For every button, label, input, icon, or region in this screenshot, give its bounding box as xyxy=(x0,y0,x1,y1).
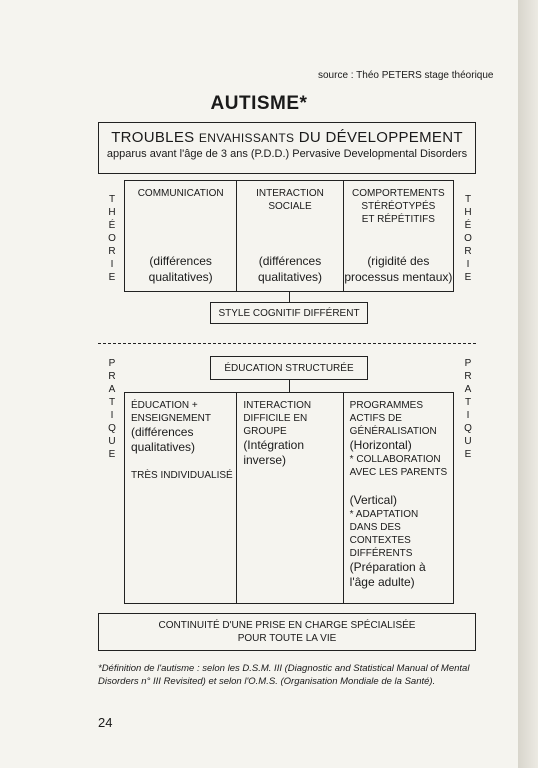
header-box xyxy=(98,122,476,174)
page-title: AUTISME* xyxy=(210,93,308,114)
practice-cell-education: ÉDUCATION + ENSEIGNEMENT (différences qualitatives) TRÈS INDIVIDUALISÉ xyxy=(125,393,237,603)
source-line: source : Théo PETERS stage théorique xyxy=(318,70,494,81)
page-edge xyxy=(518,0,538,768)
continuity-line-1: CONTINUITÉ D'UNE PRISE EN CHARGE SPÉCIALISÉE xyxy=(158,620,416,631)
theory-cell-comportements: COMPORTEMENTS STÉRÉOTYPÉS ET RÉPÉTITIFS (rigidité des processus mentaux) xyxy=(344,188,453,284)
theory-cell-communication: COMMUNICATION (différences qualitatives) xyxy=(125,181,237,291)
header-subtitle: apparus avant l'âge de 3 ans (P.D.D.) Pervasive Developmental Disorders xyxy=(106,148,468,160)
page-number: 24 xyxy=(98,715,113,730)
header-word-1: TROUBLES xyxy=(111,129,195,146)
section-divider xyxy=(98,343,476,344)
theorie-label-left: T H É O R I E xyxy=(108,194,116,283)
connector-line xyxy=(289,292,290,302)
continuity-box xyxy=(98,613,476,651)
pratique-label-right: P R A T I Q U E xyxy=(464,358,472,460)
practice-grid xyxy=(124,392,454,604)
header-word-4: DÉVELOPPEMENT xyxy=(325,129,463,146)
continuity-line-2: POUR TOUTE LA VIE xyxy=(237,633,337,644)
pratique-label-left: P R A T I Q U E xyxy=(108,358,116,460)
practice-cell-interaction: INTERACTION DIFFICILE EN GROUPE (Intégration inverse) xyxy=(237,393,343,603)
education-structuree-box: ÉDUCATION STRUCTURÉE xyxy=(210,356,368,380)
style-cognitif-box: STYLE COGNITIF DIFFÉRENT xyxy=(210,302,368,324)
header-word-2: ENVAHISSANTS xyxy=(198,131,295,145)
footnote: *Définition de l'autisme : selon les D.S.M. III (Diagnostic and Statistical Manual of Mental Disorders n° III Revisited) et selon l'O.M.S. (Organisation Mondiale de la Santé). xyxy=(98,663,470,687)
header-word-3: DU xyxy=(298,129,322,146)
theory-cell-interaction: INTERACTION SOCIALE (différences qualitatives) xyxy=(237,181,343,291)
practice-cell-programmes: PROGRAMMES ACTIFS DE GÉNÉRALISATION (Horizontal) * COLLABORATION AVEC LES PARENTS (Vertical) * ADAPTATION DANS DES CONTEXTES DIFFÉRENTS (Préparation à l'âge adulte) xyxy=(349,400,448,589)
header-title xyxy=(99,129,475,146)
connector-line xyxy=(289,380,290,392)
theory-grid xyxy=(124,180,454,292)
theorie-label-right: T H É O R I E xyxy=(464,194,472,283)
